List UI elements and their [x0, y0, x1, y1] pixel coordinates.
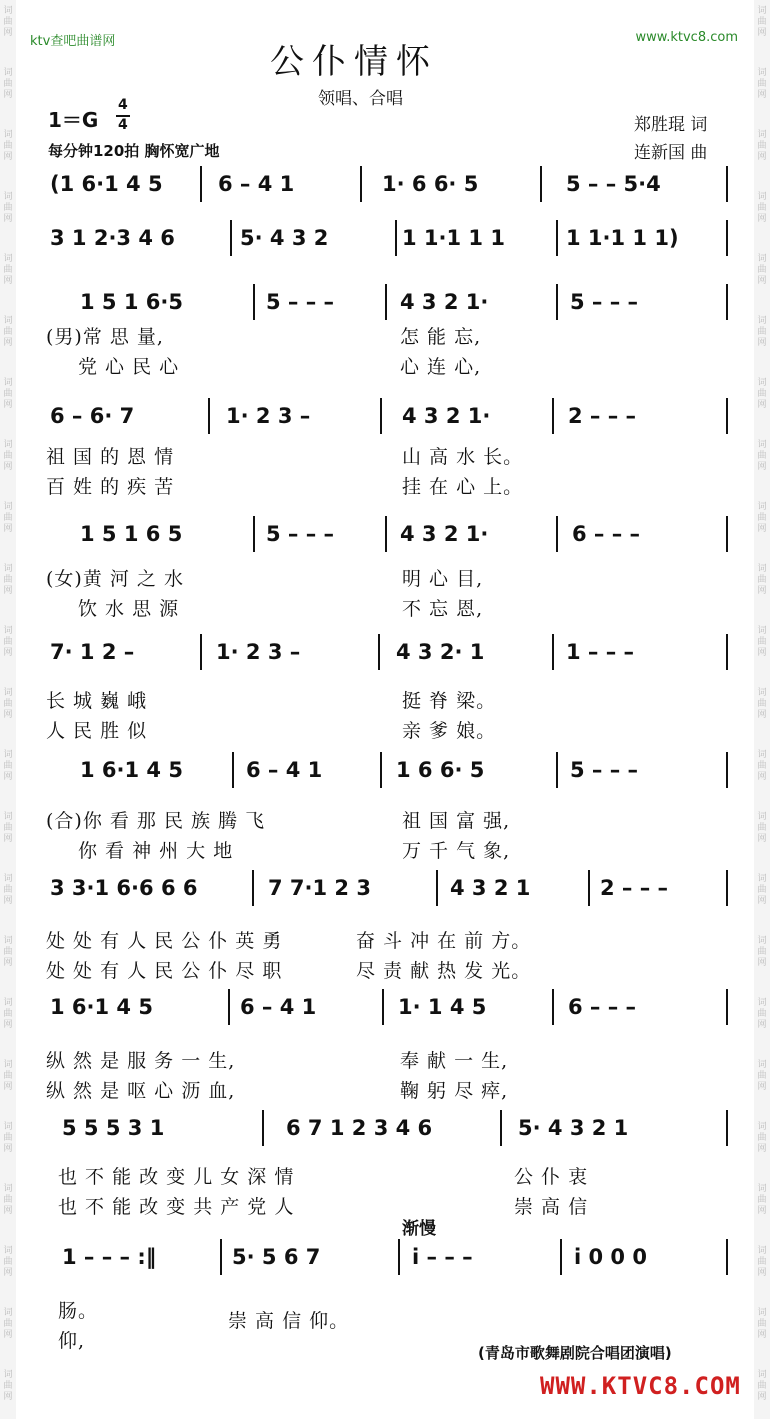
- lyric-line: 尽 责 献 热 发 光。: [356, 960, 532, 982]
- barline: [232, 752, 234, 788]
- measure: 5 – – –: [266, 522, 335, 546]
- measure: 4 3 2 1·: [402, 404, 491, 428]
- lyric-line: 不 忘 恩,: [402, 598, 484, 620]
- side-watermark-glyph: 词: [3, 626, 13, 636]
- side-watermark-glyph: 网: [3, 90, 13, 100]
- side-watermark-glyph: 曲: [3, 1133, 13, 1143]
- side-watermark-glyph: 曲: [3, 327, 13, 337]
- measure: 1 6·1 4 5: [50, 995, 153, 1019]
- side-watermark-glyph: 网: [757, 1206, 767, 1216]
- side-watermark-glyph: 曲: [757, 389, 767, 399]
- lyric-line: 祖 国 富 强,: [402, 810, 511, 832]
- side-watermark-glyph: 网: [3, 1082, 13, 1092]
- side-watermark-glyph: 网: [3, 710, 13, 720]
- side-watermark-glyph: 曲: [757, 203, 767, 213]
- side-watermark-glyph: 曲: [3, 79, 13, 89]
- side-watermark-glyph: 词: [757, 1122, 767, 1132]
- side-watermark-glyph: 网: [757, 710, 767, 720]
- measure: 6 – 4 1: [246, 758, 323, 782]
- side-watermark-glyph: 网: [757, 152, 767, 162]
- side-watermark-glyph: 网: [757, 834, 767, 844]
- lyric-line: 山 高 水 长。: [402, 446, 524, 468]
- lyric-line: 肠。: [58, 1300, 99, 1322]
- side-watermark-glyph: 网: [3, 1330, 13, 1340]
- measure: 4 3 2 1·: [400, 522, 489, 546]
- side-watermark-glyph: 曲: [757, 1009, 767, 1019]
- measure: 7 7·1 2 3: [268, 876, 371, 900]
- barline: [556, 516, 558, 552]
- song-title: 公仆情怀: [270, 42, 438, 82]
- measure: 1· 2 3 –: [226, 404, 311, 428]
- side-watermark-glyph: 网: [757, 400, 767, 410]
- side-watermark-glyph: 词: [757, 688, 767, 698]
- side-watermark-glyph: 词: [3, 1370, 13, 1380]
- side-watermark-glyph: 网: [757, 276, 767, 286]
- measure: i – – –: [412, 1245, 473, 1269]
- barline: [220, 1239, 222, 1275]
- side-watermark-glyph: 网: [3, 152, 13, 162]
- side-watermark-glyph: 曲: [3, 389, 13, 399]
- barline: [360, 166, 362, 202]
- lyric-line: 明 心 目,: [402, 568, 484, 590]
- side-watermark-glyph: 词: [3, 688, 13, 698]
- barline: [560, 1239, 562, 1275]
- side-watermark-glyph: 曲: [757, 885, 767, 895]
- measure: 7· 1 2 –: [50, 640, 135, 664]
- barline: [726, 516, 728, 552]
- side-watermark-glyph: 词: [757, 192, 767, 202]
- lyric-line: (女)黄 河 之 水: [46, 568, 184, 590]
- side-watermark-glyph: 网: [757, 90, 767, 100]
- lyric-line: 仰,: [58, 1330, 86, 1352]
- lyricist: 郑胜琨 词: [634, 115, 708, 135]
- side-watermark-glyph: 词: [3, 1246, 13, 1256]
- performer-credit: (青岛市歌舞剧院合唱团演唱): [478, 1344, 672, 1362]
- side-watermark-glyph: 网: [3, 1206, 13, 1216]
- measure: 6 – 6· 7: [50, 404, 135, 428]
- side-watermark-glyph: 词: [757, 1370, 767, 1380]
- side-watermark-glyph: 曲: [757, 947, 767, 957]
- barline: [262, 1110, 264, 1146]
- lyric-line: 人 民 胜 似: [46, 720, 148, 742]
- side-watermark-glyph: 词: [3, 254, 13, 264]
- lyric-line: 崇 高 信: [514, 1196, 589, 1218]
- barline: [726, 634, 728, 670]
- side-watermark-glyph: 曲: [3, 761, 13, 771]
- side-watermark-glyph: 词: [757, 812, 767, 822]
- side-watermark-glyph: 曲: [3, 1319, 13, 1329]
- side-watermark-glyph: 曲: [3, 1071, 13, 1081]
- side-watermark-glyph: 曲: [757, 141, 767, 151]
- side-watermark-glyph: 网: [757, 586, 767, 596]
- tempo-marking: 每分钟120拍 胸怀宽广地: [48, 142, 220, 160]
- side-watermark-glyph: 曲: [3, 637, 13, 647]
- lyric-line: 纵 然 是 呕 心 沥 血,: [46, 1080, 236, 1102]
- lyric-line: 处 处 有 人 民 公 仆 尽 职: [46, 960, 283, 982]
- measure: 1 5 1 6·5: [80, 290, 183, 314]
- side-watermark-glyph: 网: [3, 896, 13, 906]
- side-watermark-glyph: 词: [757, 626, 767, 636]
- barline: [230, 220, 232, 256]
- measure: 1· 1 4 5: [398, 995, 487, 1019]
- barline: [398, 1239, 400, 1275]
- measure: 1 1·1 1 1: [402, 226, 505, 250]
- barline: [378, 634, 380, 670]
- lyric-line: 挺 脊 梁。: [402, 690, 497, 712]
- measure: 6 – 4 1: [240, 995, 317, 1019]
- time-signature-top: 4: [118, 97, 128, 113]
- side-watermark-glyph: 网: [757, 1144, 767, 1154]
- site-logo: WWW.KTVC8.COM: [540, 1372, 741, 1400]
- measure: 1 – – – :‖: [62, 1245, 157, 1269]
- barline: [556, 752, 558, 788]
- measure: 5 – – –: [266, 290, 335, 314]
- lyric-line: 也 不 能 改 变 儿 女 深 情: [58, 1166, 295, 1188]
- side-watermark-glyph: 词: [757, 1246, 767, 1256]
- measure: 1 6·1 4 5: [80, 758, 183, 782]
- side-watermark-glyph: 网: [3, 28, 13, 38]
- side-watermark-glyph: 词: [757, 502, 767, 512]
- measure: 1 1·1 1 1): [566, 226, 679, 250]
- rit-marking: 渐慢: [402, 1219, 436, 1239]
- side-watermark-glyph: 曲: [757, 17, 767, 27]
- side-watermark-glyph: 曲: [757, 1381, 767, 1391]
- side-watermark-glyph: 词: [3, 936, 13, 946]
- side-watermark-glyph: 曲: [757, 823, 767, 833]
- side-watermark-glyph: 曲: [3, 947, 13, 957]
- side-watermark-glyph: 网: [757, 1330, 767, 1340]
- side-watermark-glyph: 曲: [757, 79, 767, 89]
- measure: 3 3·1 6·6 6 6: [50, 876, 198, 900]
- measure: 5 – – –: [570, 758, 639, 782]
- side-watermark-glyph: 网: [3, 400, 13, 410]
- measure: 4 3 2 1·: [400, 290, 489, 314]
- barline: [500, 1110, 502, 1146]
- side-watermark-glyph: 曲: [757, 1133, 767, 1143]
- lyric-line: 挂 在 心 上。: [402, 476, 524, 498]
- side-watermark-glyph: 曲: [3, 1381, 13, 1391]
- lyric-line: 心 连 心,: [400, 356, 482, 378]
- barline: [253, 516, 255, 552]
- measure: 1 – – –: [566, 640, 635, 664]
- side-watermark-glyph: 词: [3, 502, 13, 512]
- side-watermark-glyph: 词: [757, 130, 767, 140]
- measure: 6 – – –: [572, 522, 641, 546]
- barline: [380, 752, 382, 788]
- barline: [380, 398, 382, 434]
- barline: [200, 634, 202, 670]
- side-watermark-glyph: 曲: [3, 823, 13, 833]
- side-watermark-glyph: 曲: [3, 575, 13, 585]
- side-watermark-glyph: 词: [3, 6, 13, 16]
- side-watermark-glyph: 词: [3, 750, 13, 760]
- barline: [726, 284, 728, 320]
- lyric-line: 纵 然 是 服 务 一 生,: [46, 1050, 236, 1072]
- side-watermark-glyph: 词: [3, 1122, 13, 1132]
- lyric-line: (男)常 思 量,: [46, 326, 164, 348]
- lyric-line: 鞠 躬 尽 瘁,: [400, 1080, 509, 1102]
- side-watermark-glyph: 曲: [757, 575, 767, 585]
- side-watermark-glyph: 曲: [3, 513, 13, 523]
- barline: [252, 870, 254, 906]
- measure: 1 5 1 6 5: [80, 522, 183, 546]
- lyric-line: 怎 能 忘,: [400, 326, 482, 348]
- side-watermark-glyph: 词: [757, 316, 767, 326]
- measure: 5· 5 6 7: [232, 1245, 321, 1269]
- side-watermark-glyph: 词: [757, 564, 767, 574]
- side-watermark-glyph: 词: [3, 68, 13, 78]
- barline: [253, 284, 255, 320]
- side-watermark-glyph: 网: [3, 958, 13, 968]
- side-watermark-glyph: 词: [3, 130, 13, 140]
- lyric-line: 党 心 民 心: [78, 356, 180, 378]
- measure: (1 6·1 4 5: [50, 172, 163, 196]
- side-watermark-glyph: 词: [757, 750, 767, 760]
- barline: [726, 989, 728, 1025]
- barline: [726, 1110, 728, 1146]
- side-watermark-glyph: 词: [757, 254, 767, 264]
- barline: [552, 989, 554, 1025]
- barline: [726, 1239, 728, 1275]
- side-watermark-glyph: 曲: [757, 1195, 767, 1205]
- lyric-line: 万 千 气 象,: [402, 840, 511, 862]
- side-watermark-glyph: 网: [757, 1082, 767, 1092]
- lyric-line: 百 姓 的 疾 苦: [46, 476, 175, 498]
- side-watermark-glyph: 词: [757, 936, 767, 946]
- key-signature: 1＝G: [48, 108, 99, 132]
- side-watermark-glyph: 曲: [3, 451, 13, 461]
- barline: [556, 220, 558, 256]
- side-watermark-glyph: 词: [3, 564, 13, 574]
- side-watermark-glyph: 曲: [757, 265, 767, 275]
- side-watermark-glyph: 网: [757, 958, 767, 968]
- side-watermark-glyph: 网: [3, 214, 13, 224]
- lyric-line: 奋 斗 冲 在 前 方。: [356, 930, 532, 952]
- barline: [228, 989, 230, 1025]
- side-watermark-glyph: 词: [757, 378, 767, 388]
- barline: [395, 220, 397, 256]
- measure: 2 – – –: [568, 404, 637, 428]
- left-watermark-strip: [0, 0, 16, 1419]
- side-watermark-glyph: 网: [757, 214, 767, 224]
- measure: 1· 6 6· 5: [382, 172, 479, 196]
- lyric-line: 亲 爹 娘。: [402, 720, 497, 742]
- side-watermark-glyph: 曲: [757, 451, 767, 461]
- side-watermark-glyph: 曲: [757, 637, 767, 647]
- lyric-line: 奉 献 一 生,: [400, 1050, 509, 1072]
- time-signature-bottom: 4: [118, 117, 128, 133]
- lyric-line: 公 仆 衷: [514, 1166, 589, 1188]
- side-watermark-glyph: 网: [757, 648, 767, 658]
- side-watermark-glyph: 词: [757, 68, 767, 78]
- side-watermark-glyph: 网: [757, 462, 767, 472]
- side-watermark-glyph: 词: [3, 1184, 13, 1194]
- side-watermark-glyph: 词: [757, 874, 767, 884]
- side-watermark-glyph: 网: [3, 462, 13, 472]
- side-watermark-glyph: 网: [3, 276, 13, 286]
- barline: [552, 398, 554, 434]
- side-watermark-glyph: 词: [757, 998, 767, 1008]
- lyric-line: 也 不 能 改 变 共 产 党 人: [58, 1196, 295, 1218]
- measure: 5· 4 3 2: [240, 226, 329, 250]
- side-watermark-glyph: 网: [3, 1020, 13, 1030]
- barline: [385, 516, 387, 552]
- side-watermark-glyph: 网: [3, 1392, 13, 1402]
- measure: 5 – – –: [570, 290, 639, 314]
- barline: [726, 166, 728, 202]
- measure: 6 – – –: [568, 995, 637, 1019]
- measure: 4 3 2· 1: [396, 640, 485, 664]
- side-watermark-glyph: 词: [3, 192, 13, 202]
- side-watermark-glyph: 词: [3, 998, 13, 1008]
- side-watermark-glyph: 曲: [757, 699, 767, 709]
- side-watermark-glyph: 网: [3, 772, 13, 782]
- site-watermark-left: ktv查吧曲谱网: [30, 34, 116, 49]
- side-watermark-glyph: 曲: [3, 265, 13, 275]
- measure: i 0 0 0: [574, 1245, 647, 1269]
- side-watermark-glyph: 词: [3, 1060, 13, 1070]
- side-watermark-glyph: 曲: [3, 1195, 13, 1205]
- side-watermark-glyph: 词: [757, 1184, 767, 1194]
- side-watermark-glyph: 曲: [757, 1319, 767, 1329]
- side-watermark-glyph: 网: [3, 648, 13, 658]
- side-watermark-glyph: 曲: [3, 1257, 13, 1267]
- side-watermark-glyph: 词: [3, 440, 13, 450]
- side-watermark-glyph: 网: [3, 1144, 13, 1154]
- measure: 5· 4 3 2 1: [518, 1116, 629, 1140]
- side-watermark-glyph: 曲: [3, 17, 13, 27]
- measure: 6 – 4 1: [218, 172, 295, 196]
- side-watermark-glyph: 词: [3, 1308, 13, 1318]
- side-watermark-glyph: 网: [3, 338, 13, 348]
- side-watermark-glyph: 曲: [757, 513, 767, 523]
- right-watermark-strip: [754, 0, 770, 1419]
- side-watermark-glyph: 曲: [3, 885, 13, 895]
- side-watermark-glyph: 曲: [3, 141, 13, 151]
- side-watermark-glyph: 网: [757, 524, 767, 534]
- side-watermark-glyph: 网: [757, 896, 767, 906]
- barline: [436, 870, 438, 906]
- barline: [726, 870, 728, 906]
- side-watermark-glyph: 词: [757, 1308, 767, 1318]
- side-watermark-glyph: 曲: [3, 699, 13, 709]
- lyric-line: 饮 水 思 源: [78, 598, 180, 620]
- lyric-line: 你 看 神 州 大 地: [78, 840, 234, 862]
- barline: [726, 220, 728, 256]
- side-watermark-glyph: 网: [757, 28, 767, 38]
- measure: 6 7 1 2 3 4 6: [286, 1116, 433, 1140]
- side-watermark-glyph: 词: [3, 316, 13, 326]
- barline: [556, 284, 558, 320]
- side-watermark-glyph: 词: [3, 378, 13, 388]
- side-watermark-glyph: 曲: [757, 761, 767, 771]
- measure: 4 3 2 1: [450, 876, 531, 900]
- barline: [726, 752, 728, 788]
- side-watermark-glyph: 词: [3, 874, 13, 884]
- side-watermark-glyph: 网: [3, 1268, 13, 1278]
- side-watermark-glyph: 网: [3, 524, 13, 534]
- measure: 3 1 2·3 4 6: [50, 226, 175, 250]
- side-watermark-glyph: 网: [757, 1020, 767, 1030]
- barline: [588, 870, 590, 906]
- side-watermark-glyph: 词: [757, 1060, 767, 1070]
- barline: [200, 166, 202, 202]
- site-watermark-right: www.ktvc8.com: [635, 30, 738, 45]
- lyric-line: (合)你 看 那 民 族 腾 飞: [46, 810, 266, 832]
- barline: [726, 398, 728, 434]
- barline: [382, 989, 384, 1025]
- lyric-line: 处 处 有 人 民 公 仆 英 勇: [46, 930, 283, 952]
- measure: 1 6 6· 5: [396, 758, 485, 782]
- side-watermark-glyph: 曲: [3, 203, 13, 213]
- measure: 1· 2 3 –: [216, 640, 301, 664]
- side-watermark-glyph: 词: [757, 6, 767, 16]
- lyric-line: 长 城 巍 峨: [46, 690, 148, 712]
- side-watermark-glyph: 网: [757, 772, 767, 782]
- barline: [540, 166, 542, 202]
- barline: [208, 398, 210, 434]
- side-watermark-glyph: 曲: [757, 327, 767, 337]
- composer: 连新国 曲: [634, 143, 708, 163]
- side-watermark-glyph: 曲: [757, 1257, 767, 1267]
- side-watermark-glyph: 网: [3, 834, 13, 844]
- barline: [385, 284, 387, 320]
- measure: 5 – – 5·4: [566, 172, 661, 196]
- lyric-line: 祖 国 的 恩 情: [46, 446, 175, 468]
- side-watermark-glyph: 曲: [3, 1009, 13, 1019]
- measure: 2 – – –: [600, 876, 669, 900]
- side-watermark-glyph: 网: [757, 338, 767, 348]
- measure: 5 5 5 3 1: [62, 1116, 165, 1140]
- side-watermark-glyph: 网: [3, 586, 13, 596]
- side-watermark-glyph: 曲: [757, 1071, 767, 1081]
- side-watermark-glyph: 词: [757, 440, 767, 450]
- side-watermark-glyph: 网: [757, 1268, 767, 1278]
- song-subtitle: 领唱、合唱: [318, 89, 403, 109]
- side-watermark-glyph: 词: [3, 812, 13, 822]
- side-watermark-glyph: 网: [757, 1392, 767, 1402]
- barline: [552, 634, 554, 670]
- lyric-line: 崇 高 信 仰。: [228, 1310, 350, 1332]
